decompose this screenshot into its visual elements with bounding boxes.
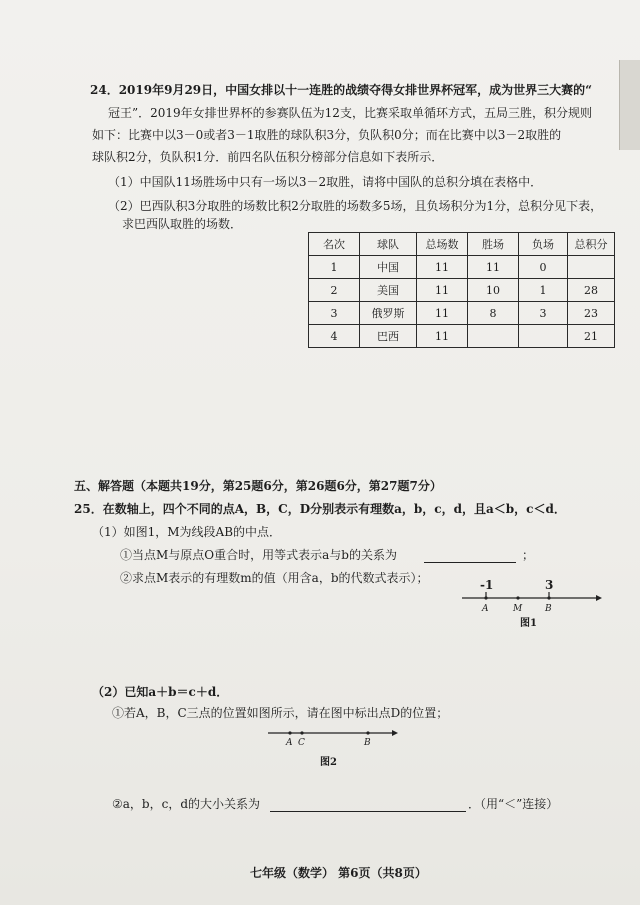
table-cell: 4 [309, 325, 360, 348]
table-cell: 21 [568, 325, 615, 348]
table-cell: 美国 [360, 279, 417, 302]
table-cell: 11 [417, 302, 468, 325]
table-cell: 11 [417, 279, 468, 302]
table-cell: 28 [568, 279, 615, 302]
fig1-point-label: A [482, 604, 489, 614]
fig1-caption: 图1 [520, 618, 537, 629]
q24-line-2: 冠王”．2019年女排世界杯的参赛队伍为12支，比赛采取单循环方式，五局三胜，积分规则 [108, 106, 592, 120]
section-heading: 五、解答题（本题共19分，第25题6分，第26题6分，第27题7分） [74, 479, 442, 493]
q25-sub-4: ②a，b，c，d的大小关系为 [112, 797, 260, 811]
table-cell: 3 [309, 302, 360, 325]
answer-blank-2[interactable] [270, 797, 466, 812]
fig2-point-label: C [298, 738, 305, 748]
fig1-tick-label: -1 [480, 578, 494, 592]
q25-sub-3: ①若A，B，C三点的位置如图所示，请在图中标出点D的位置； [112, 706, 449, 720]
fig1-point-label: M [513, 604, 523, 614]
table-cell: 2 [309, 279, 360, 302]
header-cell: 总积分 [568, 233, 615, 256]
fig2-point-label: A [286, 738, 293, 748]
table-cell: 11 [417, 256, 468, 279]
table-cell: 3 [519, 302, 568, 325]
header-cell: 名次 [309, 233, 360, 256]
q24-part-2-line-1: （2）巴西队积3分取胜的场数比积2分取胜的场数多5场，且负场积分为1分，总积分见下表， [108, 199, 603, 213]
header-cell: 负场 [519, 233, 568, 256]
q24-part-2-line-2: 求巴西队取胜的场数． [122, 217, 243, 231]
fig1-tick-label: 3 [545, 578, 554, 592]
table-cell: 巴西 [360, 325, 417, 348]
q24-line-3: 如下：比赛中以3－0或者3－1取胜的球队积3分，负队积0分；而在比赛中以3－2取胜的 [92, 128, 562, 142]
table-cell: 23 [568, 302, 615, 325]
table-cell: 中国 [360, 256, 417, 279]
q24-line-1: 24．2019年9月29日，中国女排以十一连胜的战绩夺得女排世界杯冠军，成为世界三大赛的“ [90, 83, 593, 97]
page-footer: 七年级（数学） 第6页（共8页） [250, 866, 427, 880]
fig2-caption: 图2 [320, 757, 337, 768]
table-cell: 1 [309, 256, 360, 279]
table-cell: 1 [519, 279, 568, 302]
q25-sub-1: ①当点M与原点O重合时，用等式表示a与b的关系为 [120, 548, 397, 562]
fig1-point-label: B [545, 604, 552, 614]
q24-line-4: 球队积2分，负队积1分．前四名队伍积分榜部分信息如下表所示． [92, 150, 444, 164]
table-cell: 11 [468, 256, 519, 279]
table-cell: 0 [519, 256, 568, 279]
q25-part-2: （2）已知a＋b＝c＋d． [92, 685, 229, 699]
header-cell: 球队 [360, 233, 417, 256]
table-cell: 8 [468, 302, 519, 325]
q25-sub-2: ②求点M表示的有理数m的值（用含a，b的代数式表示）； [120, 571, 429, 585]
fig2-point-label: B [364, 738, 371, 748]
table-cell: 11 [417, 325, 468, 348]
q24-part-1: （1）中国队11场胜场中只有一场以3－2取胜，请将中国队的总积分填在表格中． [108, 175, 543, 189]
q25-sub-1-end: ； [522, 548, 535, 562]
q25-part-1: （1）如图1，M为线段AB的中点． [92, 525, 282, 539]
header-cell: 总场数 [417, 233, 468, 256]
table-cell: 俄罗斯 [360, 302, 417, 325]
table-cell: 10 [468, 279, 519, 302]
q25-stem: 25．在数轴上，四个不同的点A，B，C，D分别表示有理数a，b，c，d，且a＜b，c＜d． [74, 502, 566, 516]
q25-sub-4-end: ．（用“＜”连接） [468, 797, 559, 811]
header-cell: 胜场 [468, 233, 519, 256]
